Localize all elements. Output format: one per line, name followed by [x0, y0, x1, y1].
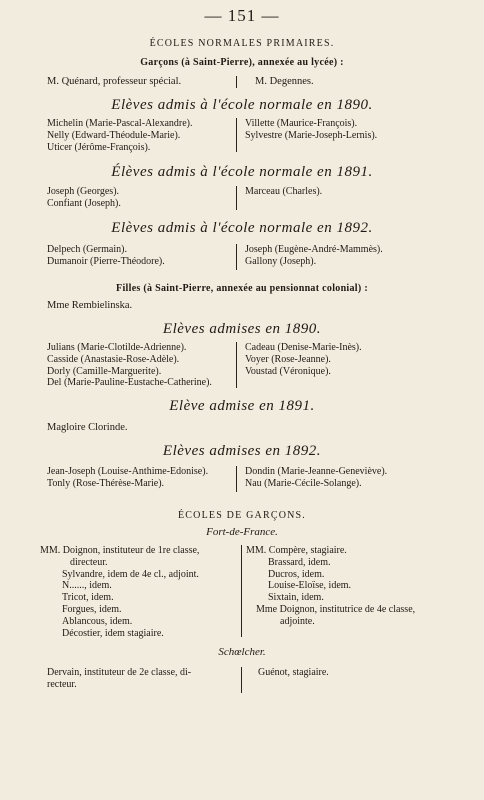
list-item: Joseph (Eugène-André-Mammès). [245, 244, 383, 255]
list-item: Dorly (Camille-Marguerite). [47, 365, 162, 377]
girls-staff: Mme Rembielinska. [47, 300, 133, 311]
list-item: Dondin (Marie-Jeanne-Geneviève). [245, 466, 388, 477]
list-item: Ablancous, idem. [62, 615, 133, 627]
column-divider [241, 667, 242, 693]
list-item: Joseph (Georges). [47, 186, 120, 197]
list-item: Sylvandre, idem de 4e cl., adjoint. [62, 568, 199, 580]
list-item: Confiant (Joseph). [47, 197, 121, 209]
column-divider [236, 118, 237, 152]
list-item: Voustad (Véronique). [245, 365, 331, 377]
girls-1892-right [245, 466, 387, 490]
section-1891-right [245, 186, 322, 198]
list-item: Ducros, idem. [268, 568, 325, 580]
girls-heading-1890: Elèves admises en 1890. [162, 321, 322, 337]
section-1890-left [47, 118, 193, 153]
column-divider [241, 545, 242, 637]
girls-1890-right [245, 342, 362, 377]
list-item: Sixtain, idem. [268, 592, 324, 604]
list-item: Uticer (Jérôme-François). [47, 141, 151, 153]
column-divider [236, 342, 237, 388]
girls-header: Filles (à Saint-Pierre, annexée au pensionnat colonial) : [116, 283, 368, 294]
list-item: Casside (Anastasie-Rose-Adèle). [47, 353, 180, 365]
list-item: Dervain, instituteur de 2e classe, di- [47, 667, 192, 678]
list-item: MM. Doignon, instituteur de 1re classe, [40, 545, 200, 556]
list-item: Nau (Marie-Cécile-Solange). [245, 477, 362, 489]
list-item: Mme Doignon, institutrice de 4e classe, [256, 603, 416, 615]
list-item: Brassard, idem. [268, 556, 331, 568]
list-item: Michelin (Marie-Pascal-Alexandre). [47, 118, 193, 129]
staff-left: M. Quénard, professeur spécial. [47, 76, 182, 87]
section-1892-right [245, 244, 383, 268]
list-item: Nelly (Edward-Théodule-Marie). [47, 129, 181, 141]
list-item: N......, idem. [62, 580, 112, 592]
list-item: Dumanoir (Pierre-Théodore). [47, 255, 165, 267]
schoelcher-right [258, 667, 329, 679]
page-title: ÉCOLES NORMALES PRIMAIRES. [149, 38, 335, 49]
list-item: Gallony (Joseph). [245, 255, 317, 267]
list-item: Del (Marie-Pauline-Eustache-Catherine). [47, 377, 212, 389]
section-1891-left [47, 186, 121, 210]
list-item: adjointe. [280, 615, 315, 627]
list-item: Voyer (Rose-Jeanne). [245, 353, 331, 365]
section-1890-right [245, 118, 377, 142]
list-item: MM. Compère, stagiaire. [246, 545, 347, 556]
list-item: Guénot, stagiaire. [258, 667, 329, 678]
girls-heading-1892: Elèves admises en 1892. [162, 443, 322, 459]
list-item: Cadeau (Denise-Marie-Inès). [245, 342, 362, 353]
list-item: Louise-Eloïse, idem. [268, 580, 352, 592]
section-heading-1892: Elèves admis à l'école normale en 1892. [111, 220, 373, 236]
fort-de-france-heading: Fort-de-France. [206, 526, 278, 538]
list-item: directeur. [70, 556, 108, 568]
list-item: Jean-Joseph (Louise-Anthime-Edonise). [47, 466, 209, 477]
list-item: Sylvestre (Marie-Joseph-Lernis). [245, 129, 378, 141]
schoelcher-left [47, 667, 191, 691]
section-1892-left [47, 244, 165, 268]
staff-right: M. Degennes. [255, 76, 314, 87]
list-item: Tricot, idem. [62, 592, 114, 604]
column-divider [236, 244, 237, 270]
list-item: Delpech (Germain). [47, 244, 127, 255]
girls-heading-1891: Elève admise en 1891. [169, 398, 315, 414]
section-heading-1891: Élèves admis à l'école normale en 1891. [111, 164, 373, 180]
list-item: Tonly (Rose-Thérèse-Marie). [47, 477, 165, 489]
column-divider [236, 186, 237, 210]
girls-1890-left [47, 342, 212, 389]
list-item: recteur. [47, 678, 77, 690]
fort-de-france-right [246, 545, 415, 628]
column-divider [236, 76, 237, 88]
list-item: Villette (Maurice-François). [245, 118, 358, 129]
list-item: Forgues, idem. [62, 603, 122, 615]
list-item: Décostier, idem stagiaire. [62, 627, 164, 639]
page-number: — 151 — [204, 6, 280, 25]
boys-header: Garçons (à Saint-Pierre), annexée au lycée) : [140, 57, 344, 68]
section-heading-1890: Elèves admis à l'école normale en 1890. [111, 97, 373, 113]
list-item: Julians (Marie-Clotilde-Adrienne). [47, 342, 187, 353]
girls-1891-single: Magloire Clorinde. [47, 422, 128, 433]
schoelcher-heading: Schœlcher. [218, 646, 266, 658]
list-item: Marceau (Charles). [245, 186, 323, 197]
fort-de-france-left [40, 545, 199, 639]
column-divider [236, 466, 237, 492]
boys-schools-title: ÉCOLES DE GARÇONS. [178, 510, 306, 521]
girls-1892-left [47, 466, 208, 490]
